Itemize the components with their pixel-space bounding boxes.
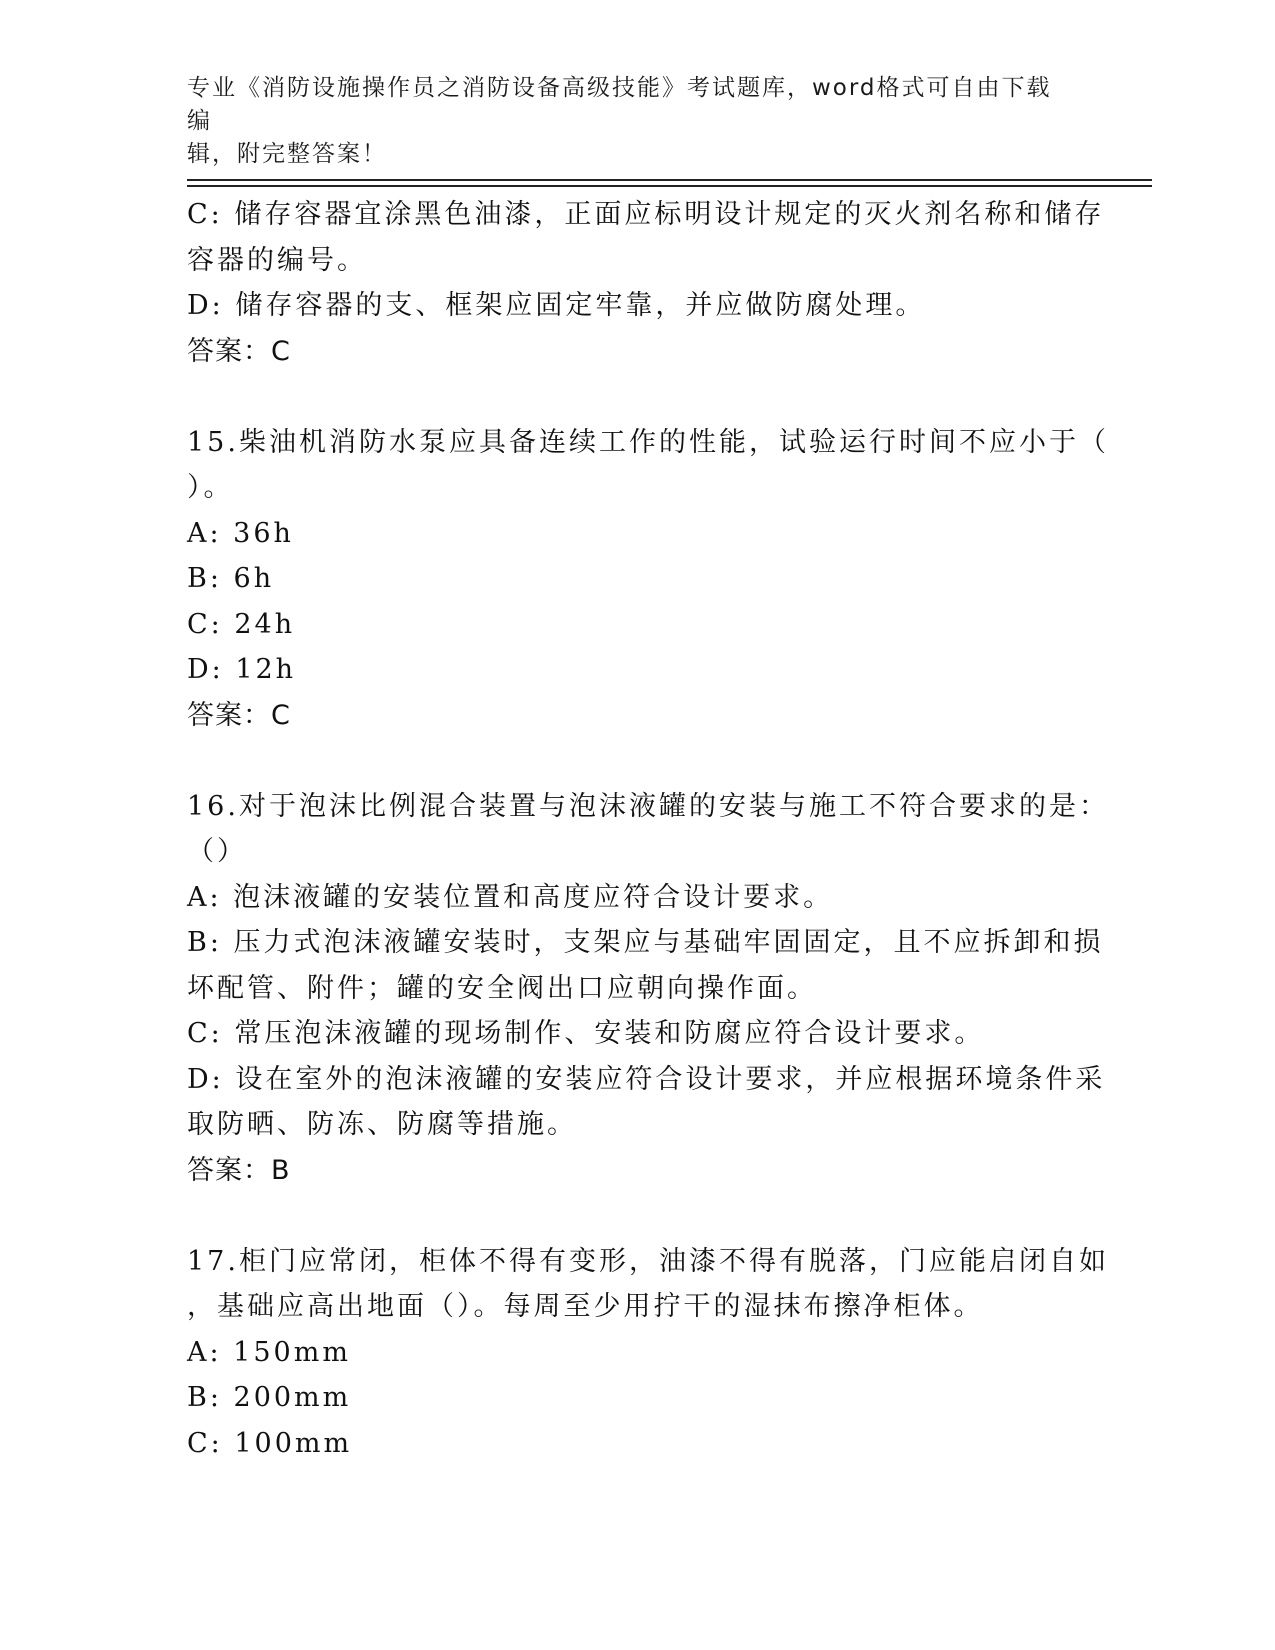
- question-gap: [187, 374, 1067, 420]
- option-c-line-1: C: 储存容器宜涂黑色油漆，正面应标明设计规定的灭火剂名称和储存: [187, 199, 1105, 230]
- option-a: A: 泡沫液罐的安装位置和高度应符合设计要求。: [187, 881, 834, 913]
- answer: 答案：C: [187, 699, 291, 731]
- answer: 答案：C: [187, 335, 291, 367]
- header-divider-top: [187, 179, 1152, 181]
- document-header: [187, 72, 1067, 171]
- question-stem-line-1: 15.柴油机消防水泵应具备连续工作的性能，试验运行时间不应小于（: [187, 426, 1109, 458]
- question-stem-line-1: 17.柜门应常闭，柜体不得有变形，油漆不得有脱落，门应能启闭自如: [187, 1245, 1109, 1277]
- question-stem-line-2: ，基础应高出地面（）。每周至少用拧干的湿抹布擦净柜体。: [187, 1291, 984, 1322]
- header-divider-bottom: [187, 185, 1152, 187]
- option-c: C: 常压泡沫液罐的现场制作、安装和防腐应符合设计要求。: [187, 1018, 985, 1049]
- header-line-1: 专业《消防设施操作员之消防设备高级技能》考试题库，word格式可自由下载编: [187, 75, 1052, 134]
- question-stem-line-2: ）。: [187, 472, 234, 503]
- option-d: D: 储存容器的支、框架应固定牢靠，并应做防腐处理。: [187, 290, 926, 321]
- question-15: [187, 420, 1109, 739]
- option-a: A: 36h: [187, 517, 294, 549]
- option-b-line-1: B: 压力式泡沫液罐安装时，支架应与基础牢固固定，且不应拆卸和损: [187, 927, 1104, 958]
- question-stem-line-1: 16.对于泡沫比例混合装置与泡沫液罐的安装与施工不符合要求的是：: [187, 790, 1109, 822]
- answer: 答案：B: [187, 1154, 291, 1186]
- option-a: A: 150mm: [187, 1336, 351, 1368]
- option-c: C: 24h: [187, 608, 296, 640]
- option-d: D: 12h: [187, 654, 297, 685]
- option-d-line-2: 取防晒、防冻、防腐等措施。: [187, 1109, 577, 1140]
- option-d-line-1: D: 设在室外的泡沫液罐的安装应符合设计要求，并应根据环境条件采: [187, 1063, 1106, 1095]
- option-c: C: 100mm: [187, 1427, 353, 1459]
- question-17: [187, 1239, 1109, 1467]
- question-list: [187, 192, 1109, 1466]
- option-b-line-2: 坏配管、附件；罐的安全阀出口应朝向操作面。: [187, 972, 817, 1004]
- question-14-tail: [187, 192, 1105, 374]
- option-b: B: 6h: [187, 563, 275, 594]
- option-b: B: 200mm: [187, 1382, 352, 1413]
- option-c-line-2: 容器的编号。: [187, 244, 367, 276]
- question-gap: [187, 1193, 1067, 1239]
- header-line-2: 辑，附完整答案！: [187, 141, 387, 167]
- question-16: [187, 784, 1109, 1194]
- question-stem-line-2: （）: [187, 836, 247, 867]
- question-gap: [187, 738, 1067, 784]
